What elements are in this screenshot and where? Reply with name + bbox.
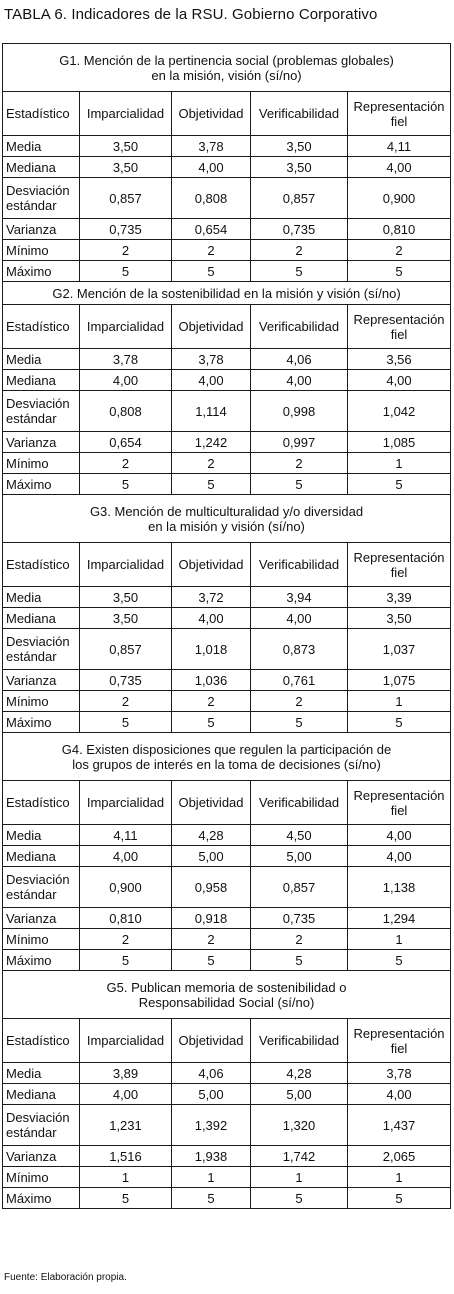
column-header: Objetividad bbox=[172, 781, 251, 825]
column-header: Estadístico bbox=[3, 305, 80, 349]
table-row bbox=[3, 867, 451, 908]
table-cell: 2 bbox=[80, 929, 172, 950]
table-cell: 5 bbox=[80, 474, 172, 495]
table-cell: 1,938 bbox=[172, 1146, 251, 1167]
table-cell: 5 bbox=[172, 261, 251, 282]
table-cell: 2 bbox=[251, 240, 348, 261]
table-cell: 1,138 bbox=[348, 867, 451, 908]
table-cell: 4,11 bbox=[80, 825, 172, 846]
table-row bbox=[3, 1084, 451, 1105]
table-cell: 2 bbox=[251, 929, 348, 950]
table-cell: 4,00 bbox=[348, 157, 451, 178]
table-cell: 2,065 bbox=[348, 1146, 451, 1167]
table-cell: 1,018 bbox=[172, 629, 251, 670]
row-label: Mediana bbox=[3, 1084, 80, 1105]
table-cell: 3,50 bbox=[251, 157, 348, 178]
table-row bbox=[3, 670, 451, 691]
table-cell: 5 bbox=[251, 1188, 348, 1209]
table-cell: 3,50 bbox=[80, 587, 172, 608]
table-row bbox=[3, 432, 451, 453]
table-cell: 4,06 bbox=[172, 1063, 251, 1084]
table-cell: 1,037 bbox=[348, 629, 451, 670]
table-cell: 1 bbox=[172, 1167, 251, 1188]
group-title-row bbox=[3, 282, 451, 305]
table-cell: 2 bbox=[80, 453, 172, 474]
table-cell: 2 bbox=[172, 929, 251, 950]
table-row bbox=[3, 1167, 451, 1188]
table-cell: 2 bbox=[80, 240, 172, 261]
header-row bbox=[3, 781, 451, 825]
table-cell: 5,00 bbox=[172, 846, 251, 867]
table-cell: 3,50 bbox=[80, 608, 172, 629]
table-cell: 3,56 bbox=[348, 349, 451, 370]
row-label: Máximo bbox=[3, 1188, 80, 1209]
column-header: Representación fiel bbox=[348, 92, 451, 136]
row-label: Mínimo bbox=[3, 691, 80, 712]
row-label: Mínimo bbox=[3, 929, 80, 950]
table-cell: 5 bbox=[348, 474, 451, 495]
table-cell: 0,735 bbox=[251, 219, 348, 240]
table-cell: 5 bbox=[80, 261, 172, 282]
row-label: Mínimo bbox=[3, 240, 80, 261]
table-row bbox=[3, 240, 451, 261]
table-cell: 3,89 bbox=[80, 1063, 172, 1084]
row-label: Máximo bbox=[3, 950, 80, 971]
table-row bbox=[3, 157, 451, 178]
statistics-table bbox=[2, 43, 451, 1209]
table-cell: 2 bbox=[172, 453, 251, 474]
table-cell: 1,516 bbox=[80, 1146, 172, 1167]
table-row bbox=[3, 370, 451, 391]
table-row bbox=[3, 349, 451, 370]
table-row bbox=[3, 178, 451, 219]
column-header: Objetividad bbox=[172, 305, 251, 349]
table-cell: 0,873 bbox=[251, 629, 348, 670]
table-cell: 3,50 bbox=[348, 608, 451, 629]
table-row bbox=[3, 929, 451, 950]
column-header: Verificabilidad bbox=[251, 543, 348, 587]
table-cell: 5,00 bbox=[251, 846, 348, 867]
table-cell: 4,00 bbox=[348, 846, 451, 867]
header-row bbox=[3, 305, 451, 349]
table-cell: 1,231 bbox=[80, 1105, 172, 1146]
row-label: Media bbox=[3, 587, 80, 608]
table-cell: 5 bbox=[251, 950, 348, 971]
table-cell: 0,900 bbox=[80, 867, 172, 908]
table-cell: 3,50 bbox=[251, 136, 348, 157]
table-cell: 1,294 bbox=[348, 908, 451, 929]
table-row bbox=[3, 1188, 451, 1209]
row-label: Mediana bbox=[3, 157, 80, 178]
table-cell: 5 bbox=[172, 474, 251, 495]
table-cell: 0,958 bbox=[172, 867, 251, 908]
row-label: Desviación estándar bbox=[3, 629, 80, 670]
row-label: Varianza bbox=[3, 432, 80, 453]
table-cell: 0,810 bbox=[348, 219, 451, 240]
table-cell: 3,50 bbox=[80, 136, 172, 157]
table-cell: 4,28 bbox=[251, 1063, 348, 1084]
table-cell: 5,00 bbox=[172, 1084, 251, 1105]
table-row bbox=[3, 950, 451, 971]
table-cell: 5 bbox=[172, 1188, 251, 1209]
column-header: Representación fiel bbox=[348, 305, 451, 349]
table-row bbox=[3, 261, 451, 282]
table-cell: 1,075 bbox=[348, 670, 451, 691]
table-cell: 0,998 bbox=[251, 391, 348, 432]
row-label: Máximo bbox=[3, 261, 80, 282]
table-cell: 5 bbox=[348, 950, 451, 971]
table-row bbox=[3, 453, 451, 474]
row-label: Varianza bbox=[3, 670, 80, 691]
table-cell: 2 bbox=[348, 240, 451, 261]
table-cell: 0,857 bbox=[80, 178, 172, 219]
row-label: Máximo bbox=[3, 474, 80, 495]
table-cell: 4,00 bbox=[348, 825, 451, 846]
header-row bbox=[3, 92, 451, 136]
column-header: Objetividad bbox=[172, 92, 251, 136]
table-cell: 1,437 bbox=[348, 1105, 451, 1146]
table-cell: 4,11 bbox=[348, 136, 451, 157]
table-cell: 0,857 bbox=[251, 867, 348, 908]
table-cell: 4,00 bbox=[348, 1084, 451, 1105]
column-header: Imparcialidad bbox=[80, 305, 172, 349]
table-cell: 3,72 bbox=[172, 587, 251, 608]
table-cell: 2 bbox=[172, 240, 251, 261]
table-row bbox=[3, 391, 451, 432]
column-header: Verificabilidad bbox=[251, 781, 348, 825]
table-cell: 3,78 bbox=[80, 349, 172, 370]
table-row bbox=[3, 1146, 451, 1167]
table-row bbox=[3, 136, 451, 157]
table-cell: 1,036 bbox=[172, 670, 251, 691]
table-cell: 1 bbox=[251, 1167, 348, 1188]
column-header: Verificabilidad bbox=[251, 305, 348, 349]
column-header: Imparcialidad bbox=[80, 1019, 172, 1063]
table-cell: 1,242 bbox=[172, 432, 251, 453]
group-title: G4. Existen disposiciones que regulen la participación de los grupos de interés en la toma de decisiones (sí/no) bbox=[3, 733, 451, 781]
row-label: Máximo bbox=[3, 712, 80, 733]
column-header: Representación fiel bbox=[348, 543, 451, 587]
table-cell: 0,808 bbox=[172, 178, 251, 219]
row-label: Media bbox=[3, 136, 80, 157]
column-header: Estadístico bbox=[3, 92, 80, 136]
table-cell: 4,50 bbox=[251, 825, 348, 846]
table-cell: 0,997 bbox=[251, 432, 348, 453]
table-cell: 1 bbox=[348, 1167, 451, 1188]
group-title: G1. Mención de la pertinencia social (problemas globales) en la misión, visión (sí/no) bbox=[3, 44, 451, 92]
table-caption: TABLA 6. Indicadores de la RSU. Gobierno Corporativo bbox=[4, 6, 378, 23]
table-cell: 0,918 bbox=[172, 908, 251, 929]
row-label: Mediana bbox=[3, 370, 80, 391]
table-footnote: Fuente: Elaboración propia. bbox=[4, 1272, 127, 1283]
table-row bbox=[3, 629, 451, 670]
table-cell: 0,761 bbox=[251, 670, 348, 691]
table-cell: 5 bbox=[172, 712, 251, 733]
column-header: Estadístico bbox=[3, 781, 80, 825]
column-header: Objetividad bbox=[172, 1019, 251, 1063]
row-label: Desviación estándar bbox=[3, 867, 80, 908]
table-row bbox=[3, 474, 451, 495]
table-cell: 5 bbox=[172, 950, 251, 971]
row-label: Desviación estándar bbox=[3, 1105, 80, 1146]
table-cell: 1,742 bbox=[251, 1146, 348, 1167]
column-header: Verificabilidad bbox=[251, 92, 348, 136]
table-body bbox=[3, 44, 451, 1209]
table-cell: 2 bbox=[172, 691, 251, 712]
column-header: Estadístico bbox=[3, 1019, 80, 1063]
table-cell: 4,00 bbox=[80, 846, 172, 867]
table-cell: 5 bbox=[251, 474, 348, 495]
table-row bbox=[3, 846, 451, 867]
table-cell: 1 bbox=[348, 453, 451, 474]
row-label: Mínimo bbox=[3, 453, 80, 474]
table-row bbox=[3, 712, 451, 733]
header-row bbox=[3, 1019, 451, 1063]
column-header: Objetividad bbox=[172, 543, 251, 587]
table-cell: 5 bbox=[80, 712, 172, 733]
header-row bbox=[3, 543, 451, 587]
table-cell: 4,00 bbox=[251, 608, 348, 629]
row-label: Mediana bbox=[3, 608, 80, 629]
table-cell: 5 bbox=[80, 1188, 172, 1209]
table-row bbox=[3, 691, 451, 712]
table-cell: 0,735 bbox=[80, 219, 172, 240]
table-cell: 3,94 bbox=[251, 587, 348, 608]
table-cell: 3,50 bbox=[80, 157, 172, 178]
table-cell: 1,320 bbox=[251, 1105, 348, 1146]
table-cell: 3,78 bbox=[172, 136, 251, 157]
table-row bbox=[3, 825, 451, 846]
column-header: Imparcialidad bbox=[80, 781, 172, 825]
table-cell: 1,114 bbox=[172, 391, 251, 432]
row-label: Mediana bbox=[3, 846, 80, 867]
table-cell: 4,00 bbox=[80, 1084, 172, 1105]
table-cell: 4,00 bbox=[348, 370, 451, 391]
row-label: Desviación estándar bbox=[3, 178, 80, 219]
table-cell: 3,39 bbox=[348, 587, 451, 608]
group-title: G3. Mención de multiculturalidad y/o diversidad en la misión y visión (sí/no) bbox=[3, 495, 451, 543]
table-cell: 2 bbox=[251, 691, 348, 712]
table-row bbox=[3, 1105, 451, 1146]
table-cell: 1,042 bbox=[348, 391, 451, 432]
row-label: Varianza bbox=[3, 908, 80, 929]
table-row bbox=[3, 908, 451, 929]
group-title-row bbox=[3, 495, 451, 543]
table-cell: 0,735 bbox=[251, 908, 348, 929]
row-label: Mínimo bbox=[3, 1167, 80, 1188]
row-label: Varianza bbox=[3, 1146, 80, 1167]
table-cell: 5 bbox=[80, 950, 172, 971]
table-row bbox=[3, 608, 451, 629]
table-cell: 0,857 bbox=[251, 178, 348, 219]
table-row bbox=[3, 1063, 451, 1084]
table-row bbox=[3, 587, 451, 608]
table-cell: 4,00 bbox=[172, 370, 251, 391]
table-cell: 0,810 bbox=[80, 908, 172, 929]
group-title-row bbox=[3, 971, 451, 1019]
table-cell: 3,78 bbox=[172, 349, 251, 370]
table-cell: 1 bbox=[348, 929, 451, 950]
table-cell: 0,735 bbox=[80, 670, 172, 691]
column-header: Imparcialidad bbox=[80, 92, 172, 136]
table-cell: 1 bbox=[348, 691, 451, 712]
group-title-row bbox=[3, 44, 451, 92]
table-cell: 4,28 bbox=[172, 825, 251, 846]
table-cell: 4,00 bbox=[172, 157, 251, 178]
table-cell: 5 bbox=[251, 712, 348, 733]
group-title: G2. Mención de la sostenibilidad en la misión y visión (sí/no) bbox=[3, 282, 451, 305]
table-cell: 4,00 bbox=[251, 370, 348, 391]
table-cell: 0,654 bbox=[172, 219, 251, 240]
table-cell: 4,06 bbox=[251, 349, 348, 370]
table-cell: 2 bbox=[251, 453, 348, 474]
table-cell: 0,654 bbox=[80, 432, 172, 453]
row-label: Media bbox=[3, 1063, 80, 1084]
row-label: Media bbox=[3, 825, 80, 846]
row-label: Media bbox=[3, 349, 80, 370]
table-cell: 3,78 bbox=[348, 1063, 451, 1084]
group-title-row bbox=[3, 733, 451, 781]
table-cell: 5 bbox=[348, 1188, 451, 1209]
table-cell: 1,392 bbox=[172, 1105, 251, 1146]
table-cell: 0,808 bbox=[80, 391, 172, 432]
table-row bbox=[3, 219, 451, 240]
table-cell: 5,00 bbox=[251, 1084, 348, 1105]
table-cell: 2 bbox=[80, 691, 172, 712]
column-header: Estadístico bbox=[3, 543, 80, 587]
table-cell: 0,900 bbox=[348, 178, 451, 219]
row-label: Varianza bbox=[3, 219, 80, 240]
table-cell: 1 bbox=[80, 1167, 172, 1188]
table-cell: 4,00 bbox=[80, 370, 172, 391]
table-cell: 5 bbox=[348, 712, 451, 733]
column-header: Representación fiel bbox=[348, 1019, 451, 1063]
table-cell: 0,857 bbox=[80, 629, 172, 670]
table-cell: 5 bbox=[348, 261, 451, 282]
row-label: Desviación estándar bbox=[3, 391, 80, 432]
table-cell: 4,00 bbox=[172, 608, 251, 629]
table-cell: 5 bbox=[251, 261, 348, 282]
column-header: Representación fiel bbox=[348, 781, 451, 825]
group-title: G5. Publican memoria de sostenibilidad o Responsabilidad Social (sí/no) bbox=[3, 971, 451, 1019]
column-header: Verificabilidad bbox=[251, 1019, 348, 1063]
table-cell: 1,085 bbox=[348, 432, 451, 453]
column-header: Imparcialidad bbox=[80, 543, 172, 587]
